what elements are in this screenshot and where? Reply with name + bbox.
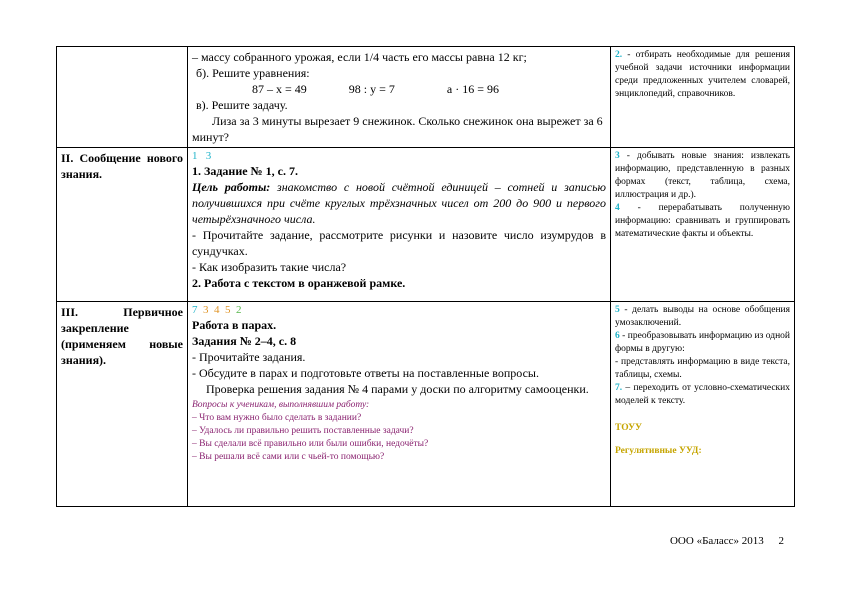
equation: а · 16 = 96: [446, 82, 499, 96]
uud-section-title: ТОУУ: [615, 423, 643, 433]
uud-number: 4: [615, 203, 620, 213]
question-item: – Что вам нужно было сделать в задании?: [192, 413, 362, 423]
task-heading: Задания № 2–4, с. 8: [192, 334, 297, 348]
task-heading: 1. Задание № 1, с. 7.: [192, 164, 298, 178]
table-row: [57, 302, 795, 507]
ref-number: 3: [205, 150, 212, 162]
ref-number: 7: [192, 304, 198, 316]
table-row: [57, 47, 795, 148]
question-item: – Вы решали всё сами или с чьей-то помощью?: [192, 452, 385, 462]
content-cell: [188, 148, 611, 302]
goal-text: знакомство с новой счётной единицей – сотней и записью получившихся при счёте круглых трёхзначных чисел от 200 до 900 и первого четырёхзначного числа.: [192, 180, 606, 226]
goal-label: Цель работы:: [192, 180, 271, 194]
uud-number: 5: [615, 305, 620, 315]
lesson-table: [56, 46, 795, 507]
ref-number: 4: [214, 304, 220, 316]
ref-number: 2: [236, 304, 242, 316]
text-line: в). Решите задачу.: [196, 98, 288, 112]
question-item: – Удалось ли правильно решить поставленные задачи?: [192, 426, 414, 436]
table-row: [57, 148, 795, 302]
uud-text: – переходить от условно-схематических моделей к тексту.: [615, 383, 790, 406]
ref-number: 1: [192, 150, 198, 162]
text-line: - Прочитайте задания.: [192, 350, 306, 364]
ref-number: 3: [203, 304, 209, 316]
uud-refs: [192, 304, 606, 317]
question-item: – Вы сделали всё правильно или были ошибки, недочёты?: [192, 439, 429, 449]
text-line: Проверка решения задания № 4 парами у доски по алгоритму самооценки.: [206, 382, 589, 396]
page-number: 2: [778, 535, 784, 547]
footer-company: ООО «Баласс» 2013: [669, 535, 764, 547]
text-line: – массу собранного урожая, если 1/4 часть его массы равна 12 кг;: [192, 50, 527, 64]
content-cell: [188, 47, 611, 148]
uud-number: 6: [615, 331, 620, 341]
questions-title: Вопросы к ученикам, выполнявшим работу:: [192, 400, 370, 410]
text-line: - Как изобразить такие числа?: [192, 260, 347, 274]
uud-number: 3: [615, 151, 620, 161]
equation: 87 – х = 49: [252, 82, 307, 96]
uud-cell: [611, 148, 795, 302]
equation: 98 : у = 7: [348, 82, 395, 96]
stage-cell: II. Сообщение нового знания.: [57, 148, 188, 302]
ref-number: 5: [225, 304, 231, 316]
uud-text: - отбирать необходимые для решения учебной задачи источники информации среди предложенных учителем словарей, энциклопедий, справочников.: [615, 50, 790, 99]
stage-cell: [57, 47, 188, 148]
uud-text: - представлять информацию в виде текста, таблицы, схемы.: [615, 357, 790, 380]
uud-text: - делать выводы на основе обобщения умозаключений.: [615, 305, 790, 328]
content-cell: [188, 302, 611, 507]
text-line: - Обсудите в парах и подготовьте ответы на поставленные вопросы.: [192, 366, 539, 380]
uud-text: - преобразовывать информацию из одной формы в другую:: [615, 331, 790, 354]
uud-text: - добывать новые знания: извлекать информацию, представленную в разных формах (текст, таблица, схема, иллюстрация и др.).: [615, 151, 790, 200]
uud-section-title: Регулятивные УУД:: [615, 446, 702, 456]
text-line: б). Решите уравнения:: [196, 66, 310, 80]
text-line: - Прочитайте задание, рассмотрите рисунки и назовите число изумрудов в сундучках.: [192, 228, 606, 258]
uud-number: 7.: [615, 383, 623, 393]
text-line: Лиза за 3 минуты вырезает 9 снежинок. Сколько снежинок она вырежет за 6 минут?: [192, 114, 603, 144]
stage-cell: III. Первичное закрепление (применяем новые знания).: [57, 302, 188, 507]
uud-number: 2.: [615, 50, 623, 60]
goal: [192, 179, 606, 227]
uud-text: - перерабатывать полученную информацию: сравнивать и группировать математические факты и объекты.: [615, 203, 790, 239]
page-footer: [658, 535, 784, 547]
equations: [192, 81, 606, 97]
task-heading: Работа в парах.: [192, 318, 277, 332]
task-heading: 2. Работа с текстом в оранжевой рамке.: [192, 276, 406, 290]
uud-cell: [611, 302, 795, 507]
uud-refs: [192, 150, 606, 163]
uud-cell: [611, 47, 795, 148]
